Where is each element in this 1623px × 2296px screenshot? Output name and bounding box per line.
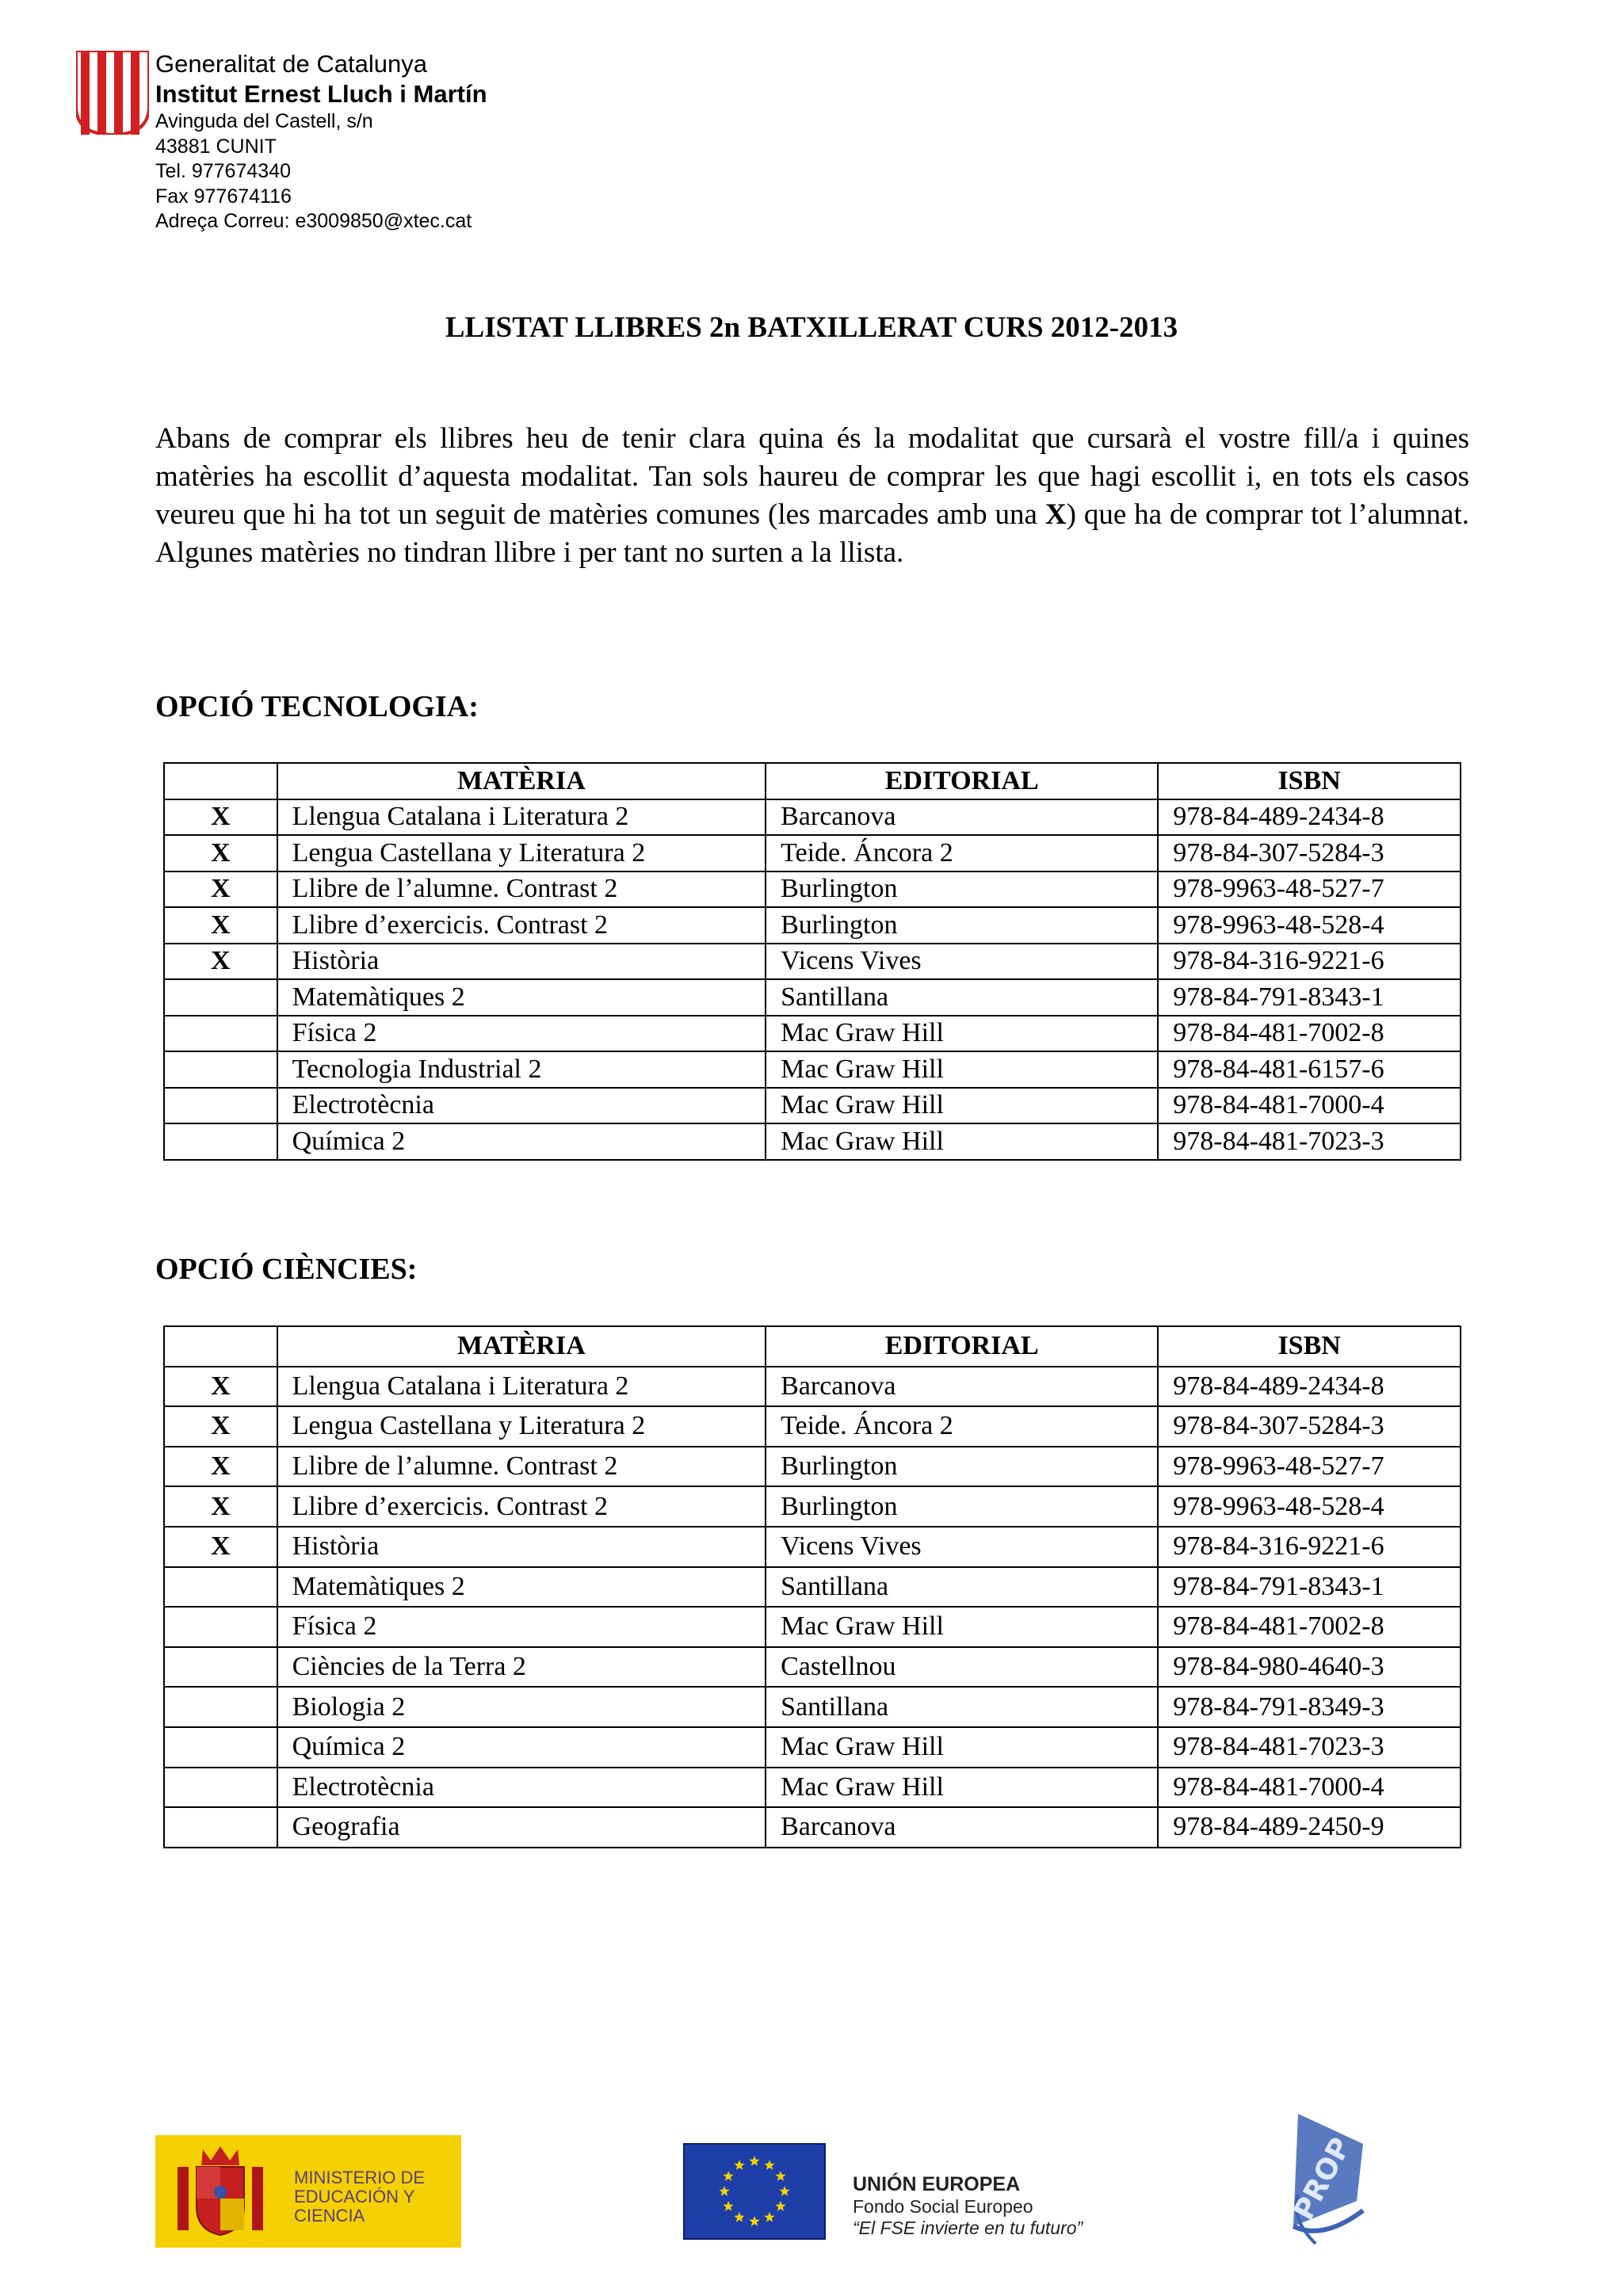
subject-cell: Matemàtiques 2 — [277, 1567, 766, 1608]
gov-name: Generalitat de Catalunya — [155, 50, 427, 78]
table-row — [164, 1486, 1461, 1527]
isbn-cell: 978-9963-48-527-7 — [1158, 871, 1461, 908]
eu-star-icon — [749, 2156, 759, 2166]
publisher-cell: Teide. Áncora 2 — [766, 835, 1158, 871]
table-header-row — [164, 763, 1461, 799]
publisher-cell: Mac Graw Hill — [766, 1123, 1158, 1160]
mark-cell — [164, 1607, 277, 1647]
isbn-cell: 978-9963-48-528-4 — [1158, 1486, 1461, 1527]
column-header-isbn: ISBN — [1158, 763, 1461, 799]
eu-stars-icon — [685, 2145, 824, 2238]
publisher-cell: Vicens Vives — [766, 944, 1158, 980]
mark-cell: X — [164, 871, 277, 908]
column-header-publisher: EDITORIAL — [766, 1326, 1158, 1367]
mark-cell — [164, 1016, 277, 1052]
intro-paragraph — [155, 420, 1469, 572]
table-row — [164, 1527, 1461, 1567]
eu-star-icon — [719, 2186, 729, 2196]
subject-cell: Matemàtiques 2 — [277, 979, 766, 1016]
publisher-cell: Santillana — [766, 1567, 1158, 1608]
table-row — [164, 944, 1461, 980]
ministerio-text: MINISTERIO DE EDUCACIÓN Y CIENCIA — [294, 2168, 426, 2225]
mark-cell: X — [164, 1367, 277, 1407]
subject-cell: Física 2 — [277, 1016, 766, 1052]
mark-cell — [164, 1687, 277, 1727]
eu-star-icon — [749, 2216, 759, 2226]
publisher-cell: Santillana — [766, 979, 1158, 1016]
subject-cell: Electrotècnia — [277, 1768, 766, 1808]
mark-cell: X — [164, 1527, 277, 1567]
isbn-cell: 978-84-481-7000-4 — [1158, 1088, 1461, 1124]
subject-cell: Geografia — [277, 1807, 766, 1848]
intro-text-end: ) que ha de comprar tot l’alumnat. Algunes matèries no tindran llibre i per tant no surten a la llista. — [155, 498, 1469, 569]
publisher-cell: Teide. Áncora 2 — [766, 1406, 1158, 1447]
mark-cell — [164, 1647, 277, 1688]
isbn-cell: 978-84-481-7002-8 — [1158, 1016, 1461, 1052]
subject-cell: Química 2 — [277, 1727, 766, 1768]
subject-cell: Lengua Castellana y Literatura 2 — [277, 1406, 766, 1447]
table-row — [164, 1647, 1461, 1688]
table-row — [164, 1607, 1461, 1647]
isbn-cell: 978-9963-48-527-7 — [1158, 1447, 1461, 1487]
section-title-ciencies: OPCIÓ CIÈNCIES: — [155, 1253, 418, 1286]
subject-cell: Llengua Catalana i Literatura 2 — [277, 1367, 766, 1407]
mark-cell — [164, 1051, 277, 1088]
table-row — [164, 1123, 1461, 1160]
address: Avinguda del Castell, s/n — [155, 110, 373, 132]
publisher-cell: Mac Graw Hill — [766, 1051, 1158, 1088]
isbn-cell: 978-84-489-2434-8 — [1158, 1367, 1461, 1407]
publisher-cell: Mac Graw Hill — [766, 1016, 1158, 1052]
table-row — [164, 1051, 1461, 1088]
eu-text-block — [853, 2173, 1083, 2239]
telephone: Tel. 977674340 — [155, 160, 291, 182]
column-header-subject: MATÈRIA — [277, 1326, 766, 1367]
section-title-tecnologia: OPCIÓ TECNOLOGIA: — [155, 690, 479, 723]
eu-slogan: “El FSE invierte en tu futuro” — [853, 2218, 1083, 2238]
subject-cell: Llibre d’exercicis. Contrast 2 — [277, 1486, 766, 1527]
column-header-mark — [164, 763, 277, 799]
prop-logo — [1274, 2107, 1379, 2250]
books-table-ciencies — [163, 1325, 1461, 1848]
isbn-cell: 978-84-316-9221-6 — [1158, 1527, 1461, 1567]
table-row — [164, 1088, 1461, 1124]
table-row — [164, 907, 1461, 944]
mark-cell — [164, 1768, 277, 1808]
subject-cell: Química 2 — [277, 1123, 766, 1160]
isbn-cell: 978-84-489-2434-8 — [1158, 799, 1461, 836]
ministerio-logo — [155, 2135, 461, 2248]
isbn-cell: 978-84-489-2450-9 — [1158, 1807, 1461, 1848]
email: Adreça Correu: e3009850@xtec.cat — [155, 210, 472, 232]
eu-star-icon — [775, 2201, 785, 2211]
generalitat-logo-icon — [76, 51, 149, 135]
publisher-cell: Burlington — [766, 871, 1158, 908]
column-header-isbn: ISBN — [1158, 1326, 1461, 1367]
isbn-cell: 978-84-307-5284-3 — [1158, 1406, 1461, 1447]
isbn-cell: 978-84-791-8349-3 — [1158, 1687, 1461, 1727]
publisher-cell: Burlington — [766, 1486, 1158, 1527]
publisher-cell: Burlington — [766, 907, 1158, 944]
mark-cell: X — [164, 1447, 277, 1487]
eu-title: UNIÓN EUROPEA — [853, 2173, 1021, 2195]
subject-cell: Llibre d’exercicis. Contrast 2 — [277, 907, 766, 944]
publisher-cell: Castellnou — [766, 1647, 1158, 1688]
isbn-cell: 978-84-481-6157-6 — [1158, 1051, 1461, 1088]
eu-star-icon — [734, 2160, 744, 2170]
publisher-cell: Mac Graw Hill — [766, 1727, 1158, 1768]
publisher-cell: Mac Graw Hill — [766, 1768, 1158, 1808]
isbn-cell: 978-84-307-5284-3 — [1158, 835, 1461, 871]
publisher-cell: Mac Graw Hill — [766, 1088, 1158, 1124]
mark-cell — [164, 1727, 277, 1768]
subject-cell: Ciències de la Terra 2 — [277, 1647, 766, 1688]
mark-cell: X — [164, 835, 277, 871]
eu-flag-logo — [683, 2143, 826, 2240]
isbn-cell: 978-9963-48-528-4 — [1158, 907, 1461, 944]
mark-cell: X — [164, 944, 277, 980]
isbn-cell: 978-84-316-9221-6 — [1158, 944, 1461, 980]
publisher-cell: Barcanova — [766, 799, 1158, 836]
subject-cell: Història — [277, 1527, 766, 1567]
intro-text: Abans de comprar els llibres heu de tenir clara quina és la modalitat que cursarà el vostre fill/a i quines matèries ha escollit d’aquesta modalitat. Tan sols haureu de comprar les que hagi escollit i, en tots els casos veureu que hi ha tot un seguit de matèries comunes (les marcades amb una — [155, 422, 1469, 531]
table-row — [164, 1768, 1461, 1808]
mark-cell — [164, 1088, 277, 1124]
subject-cell: Tecnologia Industrial 2 — [277, 1051, 766, 1088]
publisher-cell: Barcanova — [766, 1367, 1158, 1407]
isbn-cell: 978-84-481-7023-3 — [1158, 1727, 1461, 1768]
intro-mark: X — [1044, 498, 1067, 531]
mark-cell — [164, 1123, 277, 1160]
table-row — [164, 1406, 1461, 1447]
prop-logo-text: PROP — [1287, 2132, 1358, 2226]
table-row — [164, 1807, 1461, 1848]
page-title: LLISTAT LLIBRES 2n BATXILLERAT CURS 2012-2013 — [445, 311, 1178, 344]
eu-star-icon — [723, 2201, 733, 2211]
subject-cell: Llibre de l’alumne. Contrast 2 — [277, 1447, 766, 1487]
table-row — [164, 799, 1461, 836]
books-table-tecnologia — [163, 762, 1461, 1161]
subject-cell: Llengua Catalana i Literatura 2 — [277, 799, 766, 836]
publisher-cell: Mac Graw Hill — [766, 1607, 1158, 1647]
table-row — [164, 835, 1461, 871]
column-header-publisher: EDITORIAL — [766, 763, 1158, 799]
eu-star-icon — [764, 2160, 774, 2170]
prop-emblem-icon — [1274, 2107, 1379, 2250]
eu-star-icon — [764, 2212, 774, 2222]
eu-fund: Fondo Social Europeo — [853, 2196, 1033, 2217]
isbn-cell: 978-84-481-7023-3 — [1158, 1123, 1461, 1160]
mark-cell — [164, 1807, 277, 1848]
mark-cell: X — [164, 1406, 277, 1447]
isbn-cell: 978-84-481-7000-4 — [1158, 1768, 1461, 1808]
table-row — [164, 1016, 1461, 1052]
mark-cell: X — [164, 1486, 277, 1527]
table-header-row — [164, 1326, 1461, 1367]
table-row — [164, 871, 1461, 908]
school-name: Institut Ernest Lluch i Martín — [155, 80, 487, 108]
subject-cell: Lengua Castellana y Literatura 2 — [277, 835, 766, 871]
eu-star-icon — [779, 2186, 789, 2196]
eu-star-icon — [723, 2171, 733, 2181]
subject-cell: Electrotècnia — [277, 1088, 766, 1124]
table-row — [164, 1567, 1461, 1608]
table-row — [164, 1447, 1461, 1487]
isbn-cell: 978-84-481-7002-8 — [1158, 1607, 1461, 1647]
column-header-mark — [164, 1326, 277, 1367]
mark-cell — [164, 979, 277, 1016]
eu-star-icon — [734, 2212, 744, 2222]
table-row — [164, 1727, 1461, 1768]
table-row — [164, 979, 1461, 1016]
publisher-cell: Vicens Vives — [766, 1527, 1158, 1567]
publisher-cell: Barcanova — [766, 1807, 1158, 1848]
publisher-cell: Burlington — [766, 1447, 1158, 1487]
spain-coat-of-arms-icon — [173, 2143, 268, 2240]
column-header-subject: MATÈRIA — [277, 763, 766, 799]
isbn-cell: 978-84-791-8343-1 — [1158, 1567, 1461, 1608]
eu-star-icon — [775, 2171, 785, 2181]
subject-cell: Història — [277, 944, 766, 980]
fax: Fax 977674116 — [155, 185, 292, 208]
table-row — [164, 1687, 1461, 1727]
subject-cell: Física 2 — [277, 1607, 766, 1647]
mark-cell: X — [164, 799, 277, 836]
isbn-cell: 978-84-791-8343-1 — [1158, 979, 1461, 1016]
institution-block — [155, 49, 487, 235]
table-row — [164, 1367, 1461, 1407]
city: 43881 CUNIT — [155, 135, 277, 158]
isbn-cell: 978-84-980-4640-3 — [1158, 1647, 1461, 1688]
mark-cell — [164, 1567, 277, 1608]
subject-cell: Biologia 2 — [277, 1687, 766, 1727]
subject-cell: Llibre de l’alumne. Contrast 2 — [277, 871, 766, 908]
publisher-cell: Santillana — [766, 1687, 1158, 1727]
mark-cell: X — [164, 907, 277, 944]
